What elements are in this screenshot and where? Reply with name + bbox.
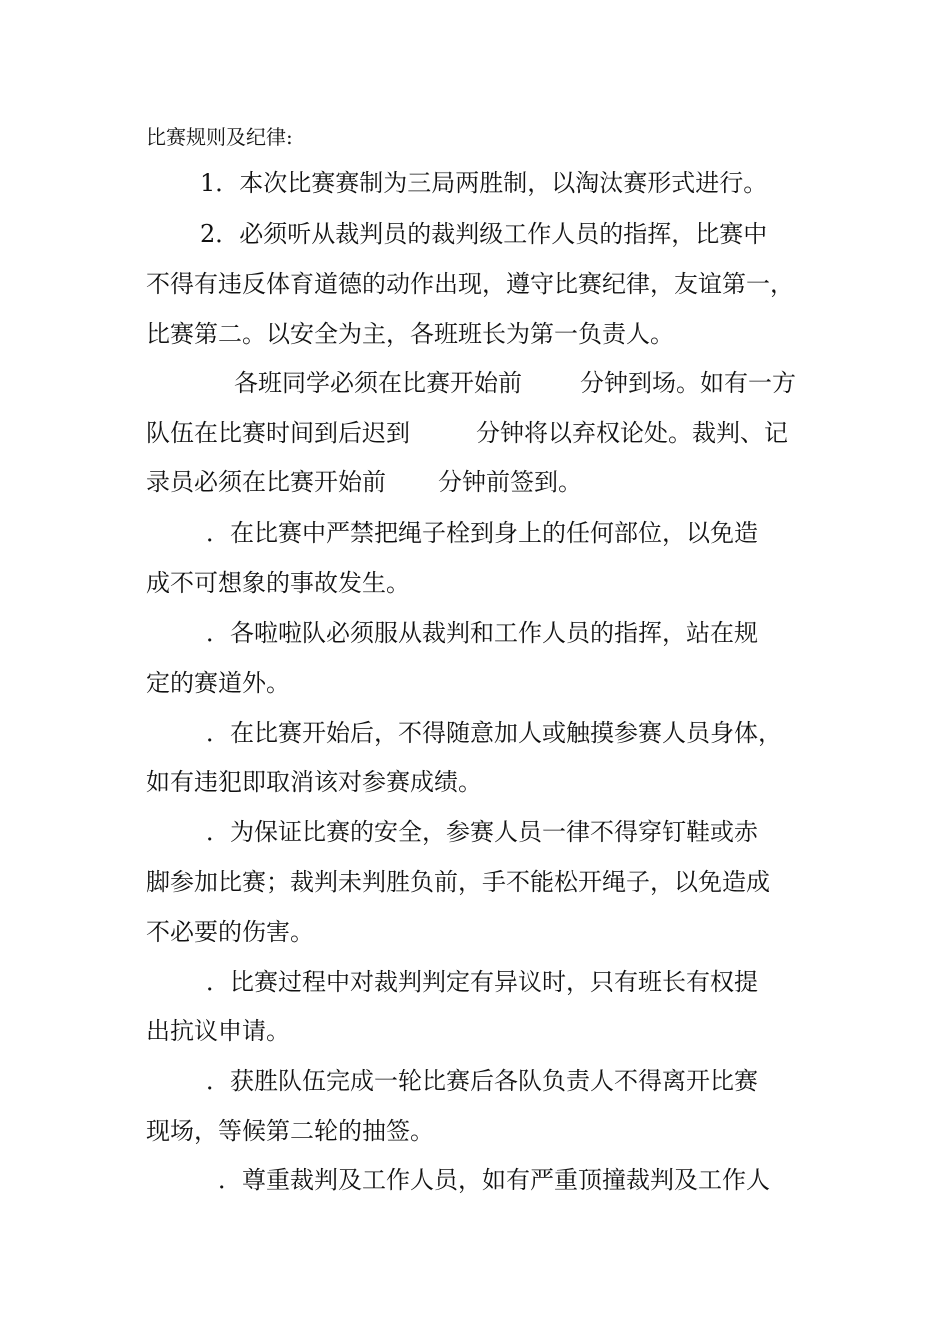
- rule-2-line-2: 不得有违反体育道德的动作出现，遵守比赛纪律，友谊第一，: [146, 270, 794, 298]
- rule-7-line-3: 不必要的伤害。: [146, 918, 314, 946]
- rule-9-line-2: 现场，等候第二轮的抽签。: [146, 1117, 434, 1145]
- document-heading: 比赛规则及纪律:: [146, 125, 293, 149]
- rule-4-line-2: 成不可想象的事故发生。: [146, 569, 410, 597]
- rule-3-line-2b: 分钟将以弃权论处。裁判、记: [476, 419, 788, 447]
- rule-3-line-2a: 队伍在比赛时间到后迟到: [146, 419, 410, 447]
- rule-7-line-1: ．为保证比赛的安全，参赛人员一律不得穿钉鞋或赤: [206, 818, 758, 846]
- rule-7-line-2: 脚参加比赛；裁判未判胜负前，手不能松开绳子，以免造成: [146, 868, 770, 896]
- rule-5-line-1: ．各啦啦队必须服从裁判和工作人员的指挥，站在规: [206, 619, 758, 647]
- rule-3-line-1b: 分钟到场。如有一方: [580, 369, 796, 397]
- rule-6-line-2: 如有违犯即取消该对参赛成绩。: [146, 768, 482, 796]
- rule-10-line-1: ．尊重裁判及工作人员，如有严重顶撞裁判及工作人: [218, 1166, 770, 1194]
- rule-9-line-1: ．获胜队伍完成一轮比赛后各队负责人不得离开比赛: [206, 1067, 758, 1095]
- rule-8-line-1: ．比赛过程中对裁判判定有异议时，只有班长有权提: [206, 968, 758, 996]
- rule-8-line-2: 出抗议申请。: [146, 1017, 290, 1045]
- rule-3-line-3a: 录员必须在比赛开始前: [146, 468, 386, 496]
- rule-4-line-1: ．在比赛中严禁把绳子栓到身上的任何部位，以免造: [206, 519, 758, 547]
- rule-3-line-1a: 各班同学必须在比赛开始前: [234, 369, 522, 397]
- rule-2-line-1: 2．必须听从裁判员的裁判级工作人员的指挥，比赛中: [200, 220, 768, 248]
- rule-3-line-3b: 分钟前签到。: [438, 468, 582, 496]
- rule-6-line-1: ．在比赛开始后，不得随意加人或触摸参赛人员身体，: [206, 719, 782, 747]
- rule-1-line-1: 1．本次比赛赛制为三局两胜制，以淘汰赛形式进行。: [200, 169, 768, 197]
- rule-5-line-2: 定的赛道外。: [146, 669, 290, 697]
- rule-2-line-3: 比赛第二。以安全为主，各班班长为第一负责人。: [146, 320, 674, 348]
